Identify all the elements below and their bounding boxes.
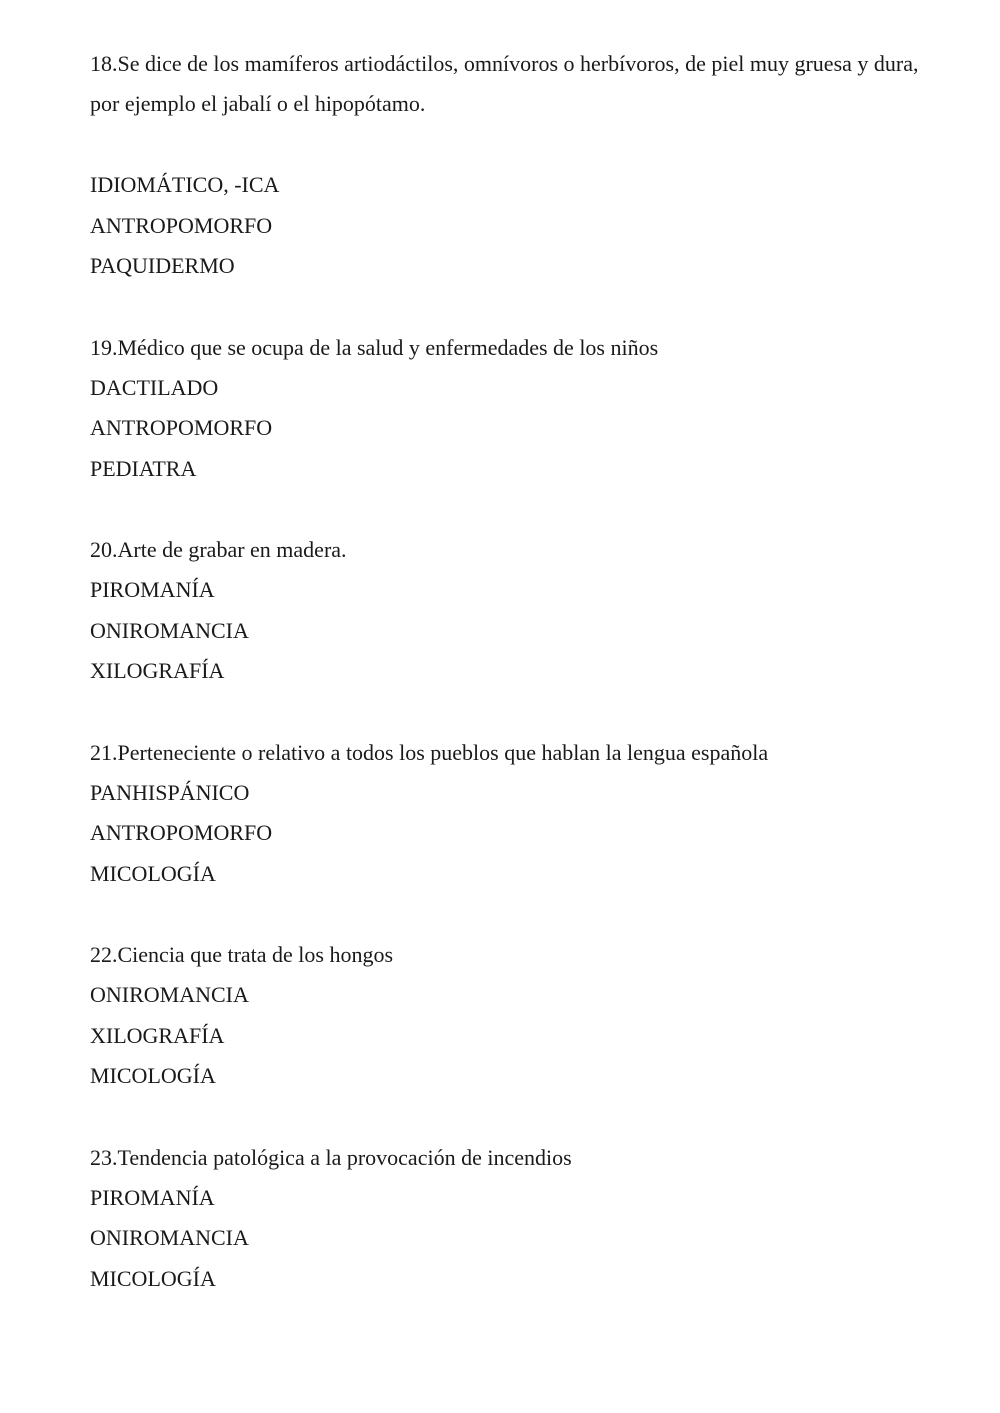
question-prompt: 21.Perteneciente o relativo a todos los pueblos que hablan la lengua española — [90, 739, 769, 765]
answer-option[interactable]: ANTROPOMORFO — [90, 212, 273, 238]
question-22 — [90, 935, 920, 1097]
answer-option[interactable]: MICOLOGÍA — [90, 1063, 216, 1088]
answer-option[interactable]: MICOLOGÍA — [90, 1265, 216, 1291]
question-prompt: 23.Tendencia patológica a la provocación de incendios — [90, 1144, 572, 1170]
question-prompt: 20.Arte de grabar en madera. — [90, 537, 347, 562]
answer-option[interactable]: ANTROPOMORFO — [90, 820, 273, 845]
answer-option[interactable]: ONIROMANCIA — [90, 982, 249, 1007]
worksheet-page — [90, 44, 920, 1340]
answer-option[interactable]: ANTROPOMORFO — [90, 415, 273, 440]
question-23 — [90, 1138, 920, 1300]
answer-option[interactable]: ONIROMANCIA — [90, 617, 249, 643]
answer-option[interactable]: PAQUIDERMO — [90, 253, 235, 278]
answer-option[interactable]: PANHISPÁNICO — [90, 779, 250, 805]
answer-option[interactable]: DACTILADO — [90, 374, 219, 400]
question-prompt: 22.Ciencia que trata de los hongos — [90, 942, 394, 967]
question-21 — [90, 733, 920, 895]
question-18 — [90, 44, 920, 287]
answer-option[interactable]: PEDIATRA — [90, 455, 197, 481]
question-20 — [90, 530, 920, 692]
answer-option[interactable]: XILOGRAFÍA — [90, 658, 225, 683]
question-prompt: 19.Médico que se ocupa de la salud y enfermedades de los niños — [90, 334, 659, 360]
answer-option[interactable]: XILOGRAFÍA — [90, 1022, 225, 1048]
question-19 — [90, 328, 920, 490]
question-prompt: 18.Se dice de los mamíferos artiodáctilos, omnívoros o herbívoros, de piel muy gruesa y dura, por ejemplo el jabalí o el hipopótamo. — [90, 51, 919, 116]
answer-option[interactable]: PIROMANÍA — [90, 1184, 215, 1210]
answer-option[interactable]: MICOLOGÍA — [90, 860, 216, 886]
answer-option[interactable]: ONIROMANCIA — [90, 1225, 249, 1250]
answer-option[interactable]: PIROMANÍA — [90, 577, 215, 602]
answer-option[interactable]: IDIOMÁTICO, -ICA — [90, 172, 280, 197]
